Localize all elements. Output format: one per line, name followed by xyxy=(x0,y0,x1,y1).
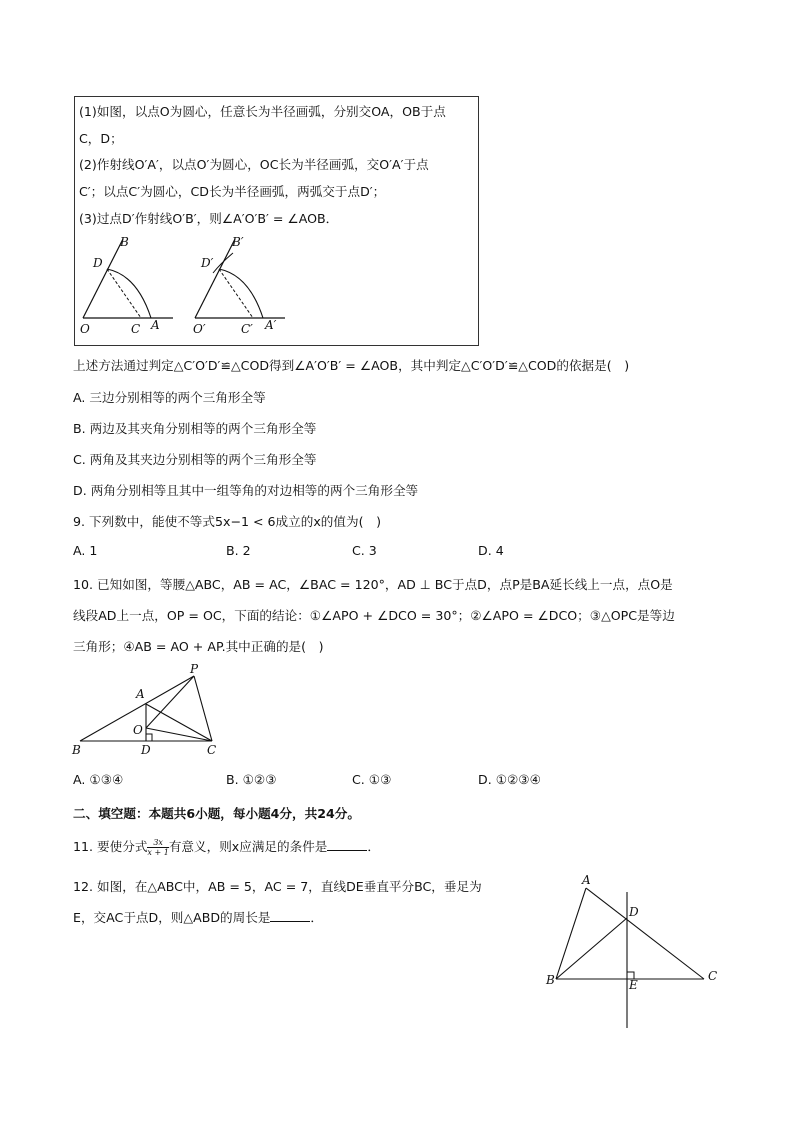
angle-construction-figure xyxy=(75,229,478,345)
q8-option-c[interactable]: C. 两角及其夹边分别相等的两个三角形全等 xyxy=(73,452,317,467)
label-O: O xyxy=(133,723,143,737)
q11-fraction xyxy=(147,838,168,857)
q8-option-a[interactable]: A. 三边分别相等的两个三角形全等 xyxy=(73,390,266,405)
q10-option-d[interactable]: D. ①②③④ xyxy=(478,772,541,787)
label-B: B xyxy=(546,973,555,987)
label-B: B xyxy=(72,743,81,757)
step-1-line-1: (1)如图，以点O为圆心，任意长为半径画弧，分别交OA，OB于点 xyxy=(79,104,446,119)
q11-suffix: 有意义，则x应满足的条件是 xyxy=(168,839,328,854)
q8-option-b[interactable]: B. 两边及其夹角分别相等的两个三角形全等 xyxy=(73,421,317,436)
q10-figure xyxy=(70,662,230,762)
q8-stem: 上述方法通过判定△C′O′D′≌△COD得到∠A′O′B′ = ∠AOB，其中判定△C′O′D′≌△COD的依据是( ) xyxy=(73,358,630,373)
q12-figure xyxy=(540,870,730,1035)
q12-line-2-text: E，交AC于点D，则△ABD的周长是 xyxy=(73,910,271,925)
label-A-prime: A′ xyxy=(265,318,277,332)
label-C: C xyxy=(708,969,718,983)
label-A: A xyxy=(151,318,160,332)
q9-option-d[interactable]: D. 4 xyxy=(478,543,504,558)
label-A: A xyxy=(136,687,145,701)
section-2-heading: 二、填空题：本题共6小题，每小题4分，共24分。 xyxy=(73,806,360,821)
construction-steps-box xyxy=(74,96,479,346)
label-D: D xyxy=(629,905,639,919)
q12-stem-line-2 xyxy=(73,907,323,926)
label-B: B xyxy=(120,235,129,249)
label-D-prime: D′ xyxy=(201,256,214,270)
step-2-line-2: C′；以点C′为圆心，CD长为半径画弧，两弧交于点D′； xyxy=(79,184,386,199)
q12-stem-line-1: 12. 如图，在△ABC中，AB = 5，AC = 7，直线DE垂直平分BC，垂足为 xyxy=(73,879,482,894)
label-C: C xyxy=(131,322,141,336)
label-D: D xyxy=(93,256,103,270)
q10-option-b[interactable]: B. ①②③ xyxy=(226,772,277,787)
q10-option-c[interactable]: C. ①③ xyxy=(352,772,392,787)
q9-option-c[interactable]: C. 3 xyxy=(352,543,377,558)
label-P: P xyxy=(190,662,199,676)
label-B-prime: B′ xyxy=(232,235,244,249)
q12-answer-blank[interactable] xyxy=(270,911,310,922)
original-angle-figure xyxy=(80,235,173,336)
q9-stem: 9. 下列数中，能使不等式5x−1 < 6成立的x的值为( ) xyxy=(73,514,381,529)
q8-option-d[interactable]: D. 两角分别相等且其中一组等角的对边相等的两个三角形全等 xyxy=(73,483,419,498)
q11-end: ． xyxy=(367,839,380,854)
label-E: E xyxy=(629,978,638,992)
step-2-line-1: (2)作射线O′A′，以点O′为圆心，OC长为半径画弧，交O′A′于点 xyxy=(79,157,429,172)
label-A: A xyxy=(582,873,591,887)
q11-fraction-numerator: 3x xyxy=(147,838,168,848)
q10-stem-line-3: 三角形；④AB = AO + AP.其中正确的是( ) xyxy=(73,639,324,654)
q9-option-a[interactable]: A. 1 xyxy=(73,543,98,558)
step-3-line: (3)过点D′作射线O′B′，则∠A′O′B′ = ∠AOB． xyxy=(79,211,339,226)
label-D: D xyxy=(141,743,151,757)
label-C-prime: C′ xyxy=(241,322,253,336)
q9-option-b[interactable]: B. 2 xyxy=(226,543,251,558)
q11-answer-blank[interactable] xyxy=(327,840,367,851)
q10-stem-line-2: 线段AD上一点，OP = OC，下面的结论：①∠APO + ∠DCO = 30°；②∠APO = ∠DCO；③△OPC是等边 xyxy=(73,608,675,623)
copied-angle-figure xyxy=(193,235,285,336)
step-1-line-2: C，D； xyxy=(79,131,123,146)
label-O: O xyxy=(80,322,90,336)
q11-prefix: 11. 要使分式 xyxy=(73,839,148,854)
q11-fraction-denominator: x + 1 xyxy=(147,848,169,857)
q11-line xyxy=(73,836,380,857)
q10-stem-line-1: 10. 已知如图，等腰△ABC，AB = AC，∠BAC = 120°，AD ⊥ BC于点D，点P是BA延长线上一点，点O是 xyxy=(73,577,673,592)
label-O-prime: O′ xyxy=(193,322,206,336)
q10-option-a[interactable]: A. ①③④ xyxy=(73,772,124,787)
q12-end: ． xyxy=(310,910,324,925)
label-C: C xyxy=(207,743,217,757)
